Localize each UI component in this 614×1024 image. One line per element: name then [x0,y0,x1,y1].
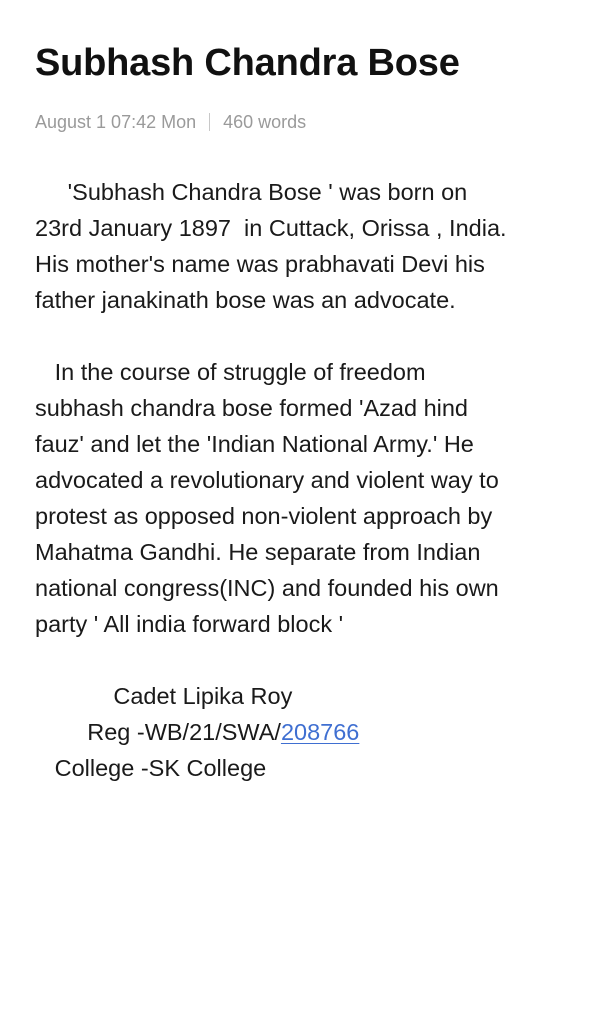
note-paragraph-1: 'Subhash Chandra Bose ' was born on 23rd January 1897 in Cuttack, Orissa , India. His mother's name was prabhavati Devi his father janakinath bose was an advocate. [35,179,507,313]
note-word-count: 460 words [223,112,307,132]
note-meta [35,110,595,134]
paragraph-gap [35,318,595,354]
note-body[interactable] [35,174,595,786]
signature-reg [35,714,595,750]
note-view [35,38,595,786]
note-title[interactable]: Subhash Chandra Bose [35,42,460,84]
meta-divider [209,113,210,131]
note-date: August 1 07:42 Mon [35,112,197,132]
reg-prefix: Reg -WB/21/SWA/ [35,719,281,745]
reg-number-link[interactable]: 208766 [280,719,360,745]
note-paragraph-2: In the course of struggle of freedom subhash chandra bose formed 'Azad hind fauz' and let the 'Indian National Army.' He advocated a revolutionary and violent way to protest as opposed non-violent approach by Mahatma Gandhi. He separate from Indian national congress(INC) and founded his own party ' All india forward block ' [35,359,499,637]
signature-college: College -SK College [35,755,267,781]
signature-name: Cadet Lipika Roy [35,683,293,709]
paragraph-gap [35,642,595,678]
